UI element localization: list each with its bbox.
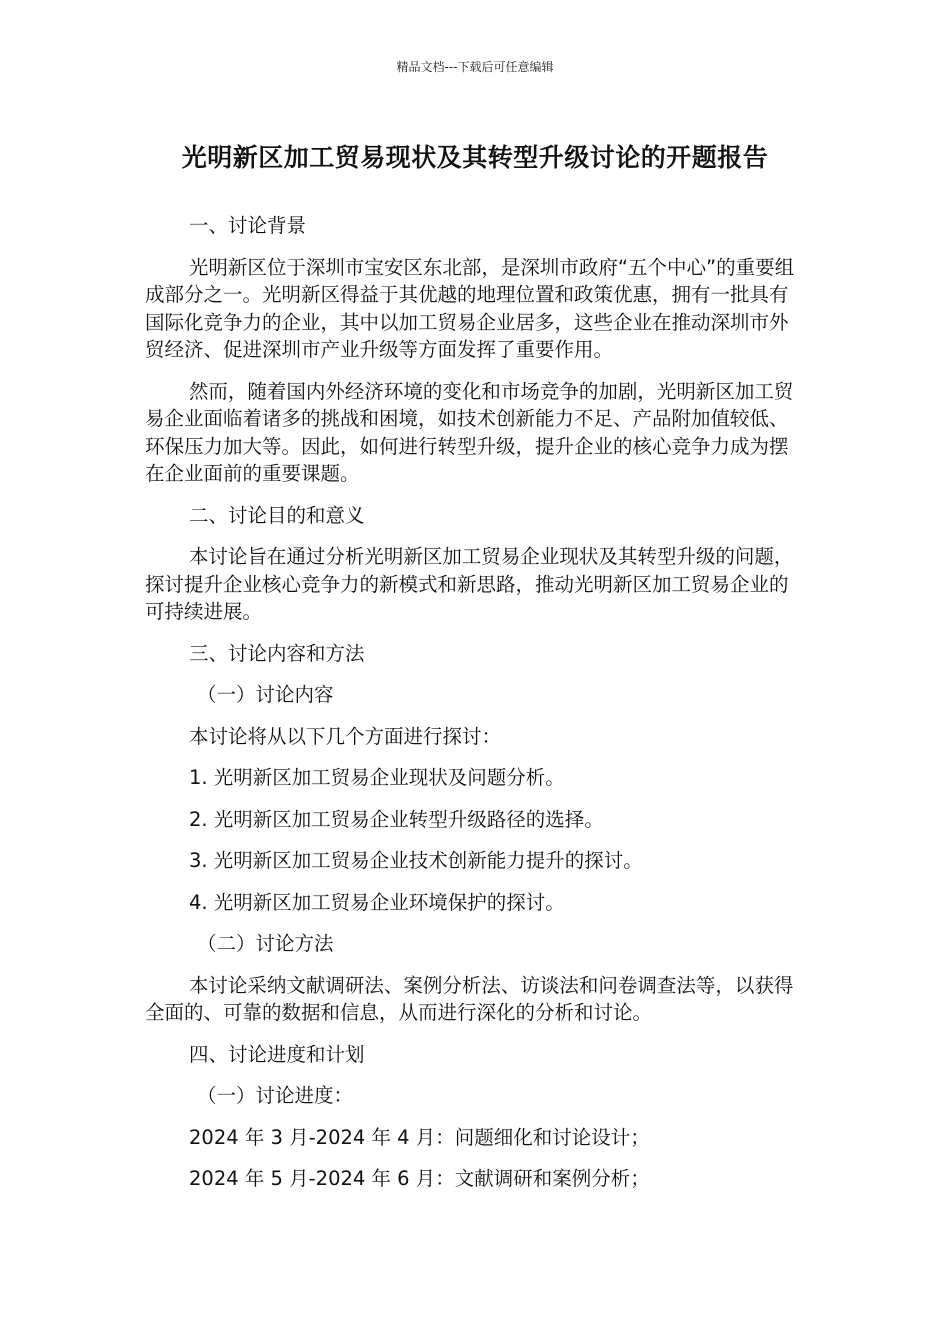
- list-item: 4. 光明新区加工贸易企业环境保护的探讨。: [189, 890, 565, 914]
- header-note: 精品文档---下载后可任意编辑: [396, 60, 554, 74]
- list-item: 2. 光明新区加工贸易企业转型升级路径的选择。: [189, 807, 604, 831]
- section-heading-content-methods: 三、讨论内容和方法: [189, 641, 365, 665]
- section-heading-schedule: 四、讨论进度和计划: [189, 1042, 365, 1066]
- document-title: 光明新区加工贸易现状及其转型升级讨论的开题报告: [181, 143, 769, 172]
- list-item: 1. 光明新区加工贸易企业现状及问题分析。: [189, 766, 565, 789]
- subheading-progress: （一）讨论进度：: [197, 1084, 354, 1107]
- schedule-item: 2024 年 5 月-2024 年 6 月：文献调研和案例分析；: [189, 1167, 650, 1190]
- list-item: 3. 光明新区加工贸易企业技术创新能力提升的探讨。: [189, 849, 643, 872]
- section-heading-background: 一、讨论背景: [189, 214, 307, 237]
- purpose-paragraph: 本讨论旨在通过分析光明新区加工贸易企业现状及其转型升级的问题，探讨提升企业核心竞争力的新模式和新思路，推动光明新区加工贸易企业的可持续进展。: [145, 545, 794, 623]
- content-intro: 本讨论将从以下几个方面进行探讨：: [189, 724, 502, 748]
- background-paragraph-1: 光明新区位于深圳市宝安区东北部，是深圳市政府“五个中心”的重要组成部分之一。光明新区得益于其优越的地理位置和政策优惠，拥有一批具有国际化竞争力的企业，其中以加工贸易企业居多，这些企业在推动深圳市外贸经济、促进深圳市产业升级等方面发挥了重要作用。: [145, 255, 795, 361]
- subheading-methods: （二）讨论方法: [197, 932, 334, 955]
- schedule-item: 2024 年 3 月-2024 年 4 月：问题细化和讨论设计；: [189, 1125, 650, 1149]
- methods-paragraph: 本讨论采纳文献调研法、案例分析法、访谈法和问卷调查法等，以获得全面的、可靠的数据和信息，从而进行深化的分析和讨论。: [145, 973, 794, 1024]
- background-paragraph-2: 然而，随着国内外经济环境的变化和市场竞争的加剧，光明新区加工贸易企业面临着诸多的挑战和困境，如技术创新能力不足、产品附加值较低、环保压力加大等。因此，如何进行转型升级，提升企业的核心竞争力成为摆在企业面前的重要课题。: [145, 379, 794, 485]
- document-body: [145, 212, 795, 1193]
- section-heading-purpose: 二、讨论目的和意义: [189, 503, 365, 527]
- subheading-content: （一）讨论内容: [197, 683, 334, 706]
